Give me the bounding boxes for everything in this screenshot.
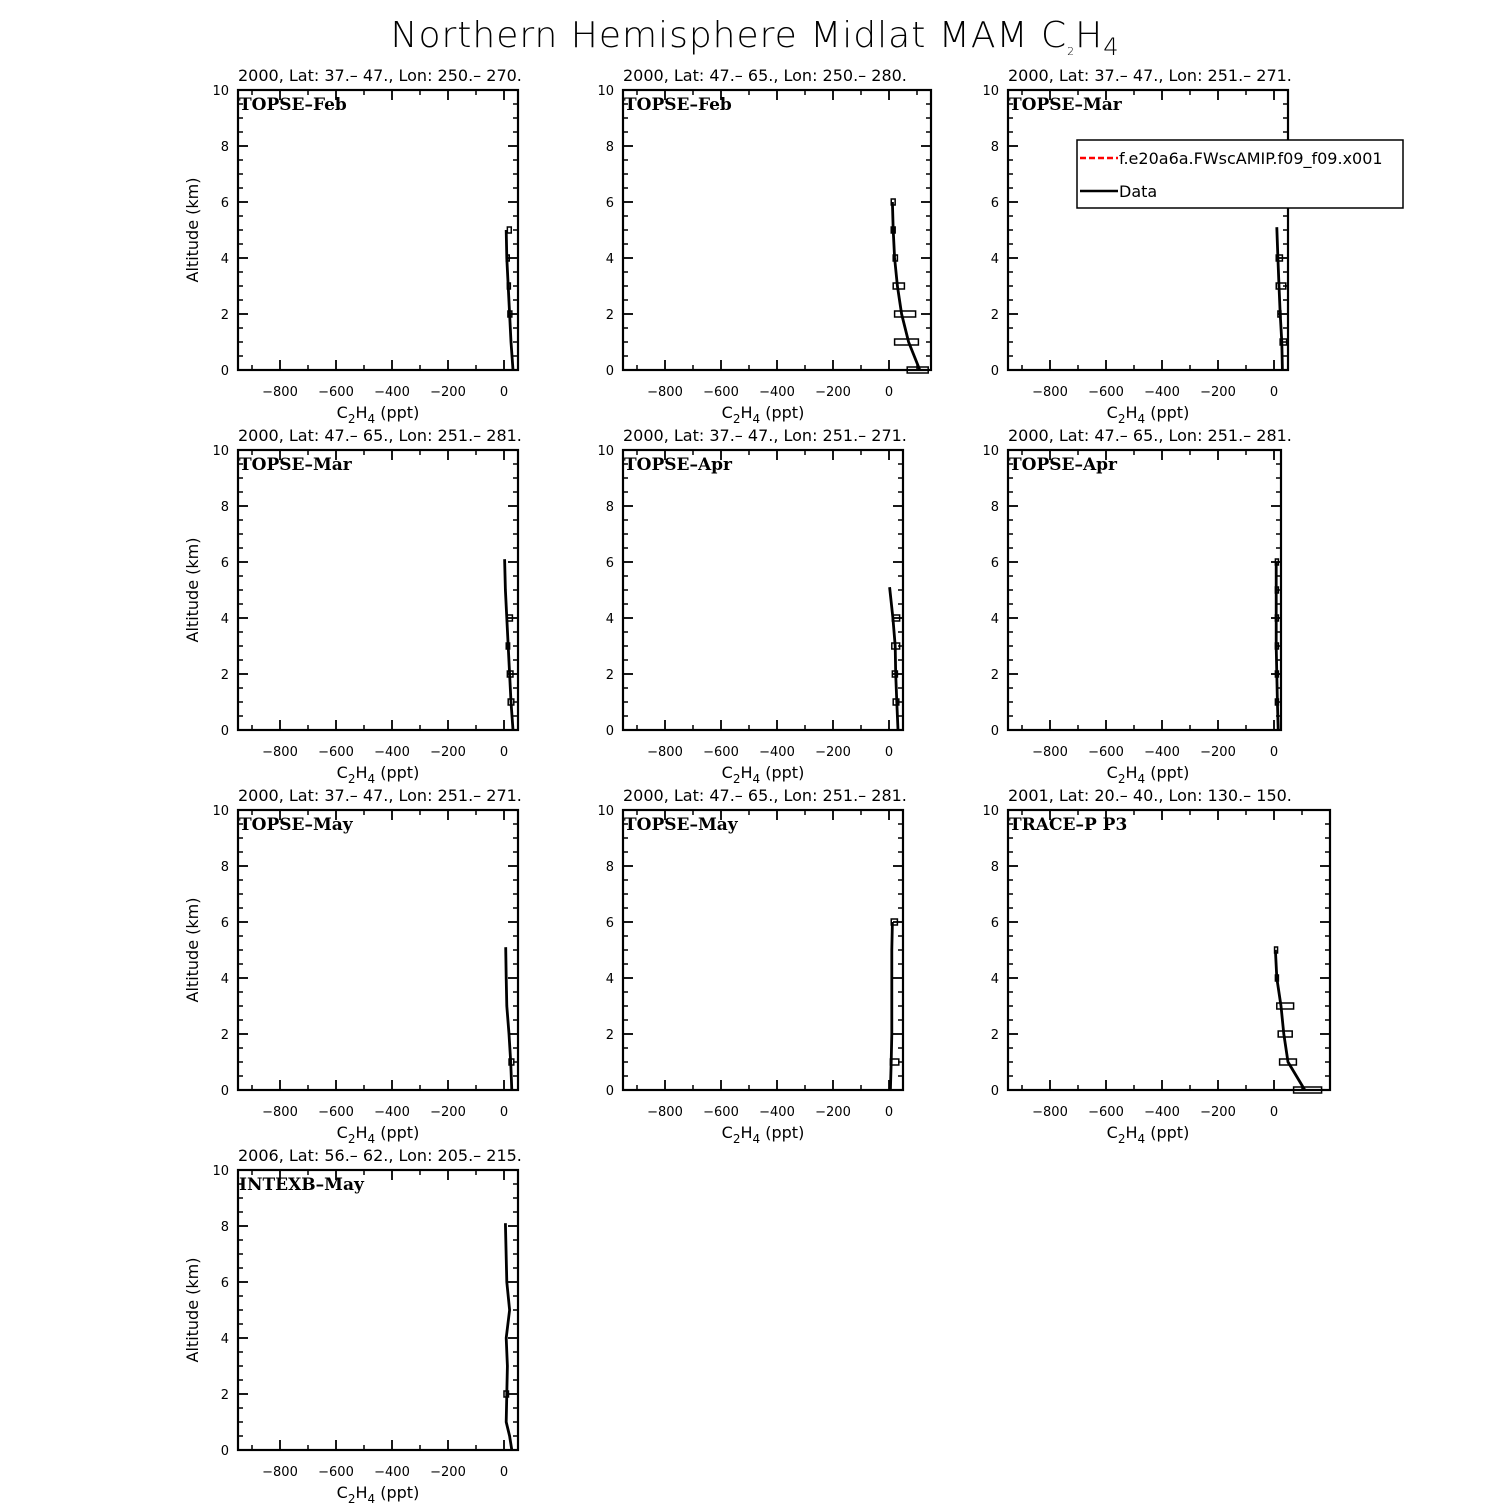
x-tick-label: −600	[318, 385, 354, 400]
legend	[1077, 140, 1403, 208]
y-tick-label: 8	[605, 860, 614, 875]
y-tick-label: 8	[605, 140, 614, 155]
y-tick-label: 0	[220, 1444, 229, 1459]
plot-frame	[1008, 810, 1330, 1090]
x-axis-label-part: 4	[1137, 1132, 1146, 1146]
y-tick-label: 10	[982, 804, 999, 819]
y-axis-label: Altitude (km)	[183, 897, 202, 1003]
y-tick-label: 6	[990, 556, 999, 571]
x-axis-label-part: 2	[732, 412, 741, 426]
x-axis-label-part: (ppt)	[375, 403, 420, 422]
y-axis-label: Altitude (km)	[183, 1257, 202, 1363]
x-tick-label: −600	[318, 745, 354, 760]
x-axis-label-part: H	[355, 763, 368, 782]
y-tick-label: 6	[605, 556, 614, 571]
x-tick-label: −400	[1144, 385, 1180, 400]
panel-title: 2000, Lat: 47.– 65., Lon: 250.– 280.	[623, 66, 907, 85]
x-axis-label-part: (ppt)	[375, 763, 420, 782]
x-axis-label	[337, 1123, 420, 1146]
panel-title: 2001, Lat: 20.– 40., Lon: 130.– 150.	[1008, 786, 1292, 805]
y-tick-label: 0	[605, 364, 614, 379]
y-tick-label: 4	[605, 612, 614, 627]
y-tick-label: 0	[990, 1084, 999, 1099]
x-tick-label: −200	[1200, 385, 1236, 400]
x-tick-label: −200	[1200, 1105, 1236, 1120]
x-axis-label-part: C	[721, 1123, 733, 1142]
x-axis-label-part: 2	[1117, 772, 1126, 786]
data-profile-line	[505, 1223, 511, 1450]
x-axis-label-part: 2	[347, 412, 356, 426]
x-tick-label: −400	[374, 1465, 410, 1480]
y-tick-label: 10	[597, 444, 614, 459]
x-tick-label: 0	[884, 745, 894, 760]
y-tick-label: 4	[990, 252, 999, 267]
x-axis-label-part: 4	[752, 772, 761, 786]
y-tick-label: 4	[605, 972, 614, 987]
y-tick-label: 2	[605, 308, 614, 323]
panel-title: 2000, Lat: 37.– 47., Lon: 250.– 270.	[238, 66, 522, 85]
y-tick-label: 2	[605, 1028, 614, 1043]
y-tick-label: 10	[597, 804, 614, 819]
data-range-box	[507, 227, 511, 233]
campaign-label: TOPSE–Feb	[239, 95, 347, 115]
panel-10	[183, 1146, 522, 1506]
x-tick-label: −800	[262, 745, 298, 760]
y-tick-label: 10	[212, 84, 229, 99]
y-axis-label: Altitude (km)	[183, 537, 202, 643]
x-tick-label: 0	[499, 1105, 509, 1120]
y-tick-label: 6	[605, 196, 614, 211]
x-axis-label-part: 4	[367, 1492, 376, 1506]
x-axis-label-part: 4	[752, 412, 761, 426]
data-profile-line	[506, 230, 513, 370]
x-tick-label: −600	[1088, 1105, 1124, 1120]
campaign-label: TRACE–P P3	[1009, 815, 1128, 835]
x-tick-label: −200	[430, 1465, 466, 1480]
y-tick-label: 6	[990, 916, 999, 931]
x-tick-label: −800	[262, 1465, 298, 1480]
x-tick-label: −200	[430, 385, 466, 400]
y-tick-label: 2	[220, 308, 229, 323]
y-tick-label: 2	[990, 308, 999, 323]
x-tick-label: −800	[647, 745, 683, 760]
x-tick-label: 0	[499, 385, 509, 400]
y-tick-label: 8	[220, 1220, 229, 1235]
campaign-label: TOPSE–Mar	[1009, 95, 1122, 115]
data-profile-line	[506, 947, 512, 1090]
x-tick-label: −600	[318, 1465, 354, 1480]
x-tick-label: 0	[1269, 385, 1279, 400]
plot-frame	[623, 90, 931, 370]
x-tick-label: −200	[430, 1105, 466, 1120]
x-tick-label: −200	[430, 745, 466, 760]
y-tick-label: 0	[990, 364, 999, 379]
x-axis-label-part: C	[1106, 763, 1118, 782]
panel-title: 2006, Lat: 56.– 62., Lon: 205.– 215.	[238, 1146, 522, 1165]
x-tick-label: 0	[884, 385, 894, 400]
y-tick-label: 8	[990, 500, 999, 515]
y-tick-label: 2	[990, 1028, 999, 1043]
plot-frame	[238, 810, 518, 1090]
x-tick-label: −600	[1088, 385, 1124, 400]
x-tick-label: 0	[1269, 1105, 1279, 1120]
x-axis-label-part: H	[740, 1123, 753, 1142]
x-tick-label: −800	[262, 385, 298, 400]
x-axis-label-part: C	[336, 403, 348, 422]
x-tick-label: −400	[759, 745, 795, 760]
x-axis-label-part: (ppt)	[1145, 763, 1190, 782]
figure-title: Northern Hemisphere Midlat MAM $C_2H_4$	[390, 15, 1120, 61]
y-tick-label: 10	[212, 1164, 229, 1179]
x-axis-label	[722, 403, 805, 426]
y-tick-label: 4	[220, 252, 229, 267]
plot-frame	[238, 450, 518, 730]
x-tick-label: 0	[499, 745, 509, 760]
x-axis-label-part: 4	[752, 1132, 761, 1146]
x-axis-label-part: (ppt)	[1145, 403, 1190, 422]
x-axis-label	[337, 403, 420, 426]
data-profile-line	[890, 922, 892, 1090]
y-tick-label: 6	[220, 556, 229, 571]
y-tick-label: 6	[220, 916, 229, 931]
y-tick-label: 10	[212, 804, 229, 819]
data-profile-line	[1277, 227, 1283, 370]
x-axis-label-part: 4	[367, 772, 376, 786]
data-range-box	[895, 339, 919, 345]
panel-8	[597, 786, 906, 1146]
x-axis-label	[722, 763, 805, 786]
x-tick-label: 0	[884, 1105, 894, 1120]
x-tick-label: −800	[1032, 1105, 1068, 1120]
x-axis-label-part: H	[1125, 763, 1138, 782]
x-tick-label: −400	[374, 745, 410, 760]
plot-frame	[238, 90, 518, 370]
y-tick-label: 6	[220, 196, 229, 211]
x-axis-label-part: H	[355, 1123, 368, 1142]
y-tick-label: 0	[605, 724, 614, 739]
y-tick-label: 0	[220, 1084, 229, 1099]
x-tick-label: −200	[1200, 745, 1236, 760]
y-tick-label: 2	[990, 668, 999, 683]
y-tick-label: 8	[220, 140, 229, 155]
y-tick-label: 4	[220, 1332, 229, 1347]
x-axis-label-part: H	[740, 763, 753, 782]
y-tick-label: 10	[597, 84, 614, 99]
y-tick-label: 10	[212, 444, 229, 459]
x-axis-label-part: H	[355, 403, 368, 422]
x-axis-label	[1107, 763, 1190, 786]
x-tick-label: −400	[1144, 745, 1180, 760]
campaign-label: TOPSE–May	[624, 815, 738, 835]
x-axis-label-part: H	[1125, 1123, 1138, 1142]
x-tick-label: 0	[499, 1465, 509, 1480]
x-axis-label-part: 2	[1117, 412, 1126, 426]
x-axis-label-part: 4	[367, 412, 376, 426]
x-tick-label: −600	[703, 745, 739, 760]
y-tick-label: 2	[220, 1388, 229, 1403]
panel-title: 2000, Lat: 47.– 65., Lon: 251.– 281.	[238, 426, 522, 445]
x-axis-label	[1107, 403, 1190, 426]
y-tick-label: 8	[220, 860, 229, 875]
x-tick-label: −600	[703, 1105, 739, 1120]
panel-3	[982, 66, 1291, 426]
y-tick-label: 0	[990, 724, 999, 739]
y-tick-label: 0	[220, 364, 229, 379]
data-profile-line	[890, 587, 898, 730]
x-tick-label: −200	[815, 745, 851, 760]
panel-2	[597, 66, 931, 426]
x-tick-label: −400	[1144, 1105, 1180, 1120]
x-axis-label-part: C	[336, 1123, 348, 1142]
panel-4	[183, 426, 522, 786]
campaign-label: INTEXB–May	[239, 1175, 364, 1195]
y-tick-label: 10	[982, 444, 999, 459]
y-tick-label: 4	[220, 612, 229, 627]
y-tick-label: 6	[990, 196, 999, 211]
x-tick-label: −800	[1032, 385, 1068, 400]
x-axis-label-part: C	[336, 1483, 348, 1502]
x-tick-label: 0	[1269, 745, 1279, 760]
x-axis-label-part: H	[355, 1483, 368, 1502]
panel-1	[183, 66, 522, 426]
x-axis-label-part: (ppt)	[375, 1483, 420, 1502]
x-tick-label: −200	[815, 1105, 851, 1120]
data-profile-line	[1275, 950, 1304, 1090]
x-axis-label-part: C	[1106, 403, 1118, 422]
x-axis-label-part: (ppt)	[760, 763, 805, 782]
legend-label: Data	[1119, 182, 1158, 201]
x-axis-label-part: H	[1125, 403, 1138, 422]
x-tick-label: −600	[1088, 745, 1124, 760]
y-tick-label: 4	[990, 612, 999, 627]
y-tick-label: 6	[220, 1276, 229, 1291]
y-tick-label: 8	[990, 140, 999, 155]
x-axis-label-part: 2	[347, 1132, 356, 1146]
campaign-label: TOPSE–Feb	[624, 95, 732, 115]
panel-title: 2000, Lat: 37.– 47., Lon: 251.– 271.	[623, 426, 907, 445]
plot-frame	[1008, 450, 1281, 730]
x-axis-label-part: H	[740, 403, 753, 422]
y-axis-label: Altitude (km)	[183, 177, 202, 283]
x-tick-label: −600	[703, 385, 739, 400]
x-axis-label-part: 2	[347, 772, 356, 786]
x-tick-label: −400	[374, 1105, 410, 1120]
data-range-box	[895, 311, 916, 317]
x-tick-label: −600	[318, 1105, 354, 1120]
x-tick-label: −400	[759, 1105, 795, 1120]
x-axis-label-part: (ppt)	[1145, 1123, 1190, 1142]
panel-title: 2000, Lat: 37.– 47., Lon: 251.– 271.	[238, 786, 522, 805]
panel-title: 2000, Lat: 37.– 47., Lon: 251.– 271.	[1008, 66, 1292, 85]
panel-7	[183, 786, 522, 1146]
x-axis-label-part: 4	[367, 1132, 376, 1146]
x-tick-label: −800	[1032, 745, 1068, 760]
x-axis-label-part: C	[1106, 1123, 1118, 1142]
y-tick-label: 4	[605, 252, 614, 267]
plot-frame	[1008, 90, 1288, 370]
x-tick-label: −800	[647, 385, 683, 400]
y-tick-label: 0	[220, 724, 229, 739]
panel-title: 2000, Lat: 47.– 65., Lon: 251.– 281.	[623, 786, 907, 805]
y-tick-label: 2	[605, 668, 614, 683]
x-axis-label-part: 2	[1117, 1132, 1126, 1146]
panel-5	[597, 426, 906, 786]
x-tick-label: −200	[815, 385, 851, 400]
x-axis-label-part: (ppt)	[375, 1123, 420, 1142]
plot-frame	[238, 1170, 518, 1450]
y-tick-label: 10	[982, 84, 999, 99]
x-tick-label: −800	[647, 1105, 683, 1120]
campaign-label: TOPSE–Mar	[239, 455, 352, 475]
panel-title: 2000, Lat: 47.– 65., Lon: 251.– 281.	[1008, 426, 1292, 445]
legend-label: f.e20a6a.FWscAMIP.f09_f09.x001	[1119, 149, 1383, 168]
y-tick-label: 2	[220, 668, 229, 683]
y-tick-label: 4	[990, 972, 999, 987]
campaign-label: TOPSE–Apr	[624, 455, 733, 475]
y-tick-label: 0	[605, 1084, 614, 1099]
y-tick-label: 8	[990, 860, 999, 875]
y-tick-label: 2	[220, 1028, 229, 1043]
x-axis-label	[1107, 1123, 1190, 1146]
x-tick-label: −400	[759, 385, 795, 400]
x-axis-label-part: 4	[1137, 412, 1146, 426]
y-tick-label: 8	[605, 500, 614, 515]
panel-9	[982, 786, 1330, 1146]
campaign-label: TOPSE–May	[239, 815, 353, 835]
campaign-label: TOPSE–Apr	[1009, 455, 1118, 475]
x-axis-label	[722, 1123, 805, 1146]
panel-6	[982, 426, 1291, 786]
y-tick-label: 4	[220, 972, 229, 987]
x-axis-label	[337, 763, 420, 786]
x-axis-label-part: C	[336, 763, 348, 782]
x-tick-label: −400	[374, 385, 410, 400]
x-axis-label-part: 2	[347, 1492, 356, 1506]
x-axis-label-part: 2	[732, 772, 741, 786]
y-tick-label: 8	[220, 500, 229, 515]
y-tick-label: 6	[605, 916, 614, 931]
plot-frame	[623, 810, 903, 1090]
x-axis-label-part: (ppt)	[760, 403, 805, 422]
x-axis-label-part: 4	[1137, 772, 1146, 786]
x-axis-label-part: C	[721, 763, 733, 782]
x-axis-label-part: C	[721, 403, 733, 422]
x-tick-label: −800	[262, 1105, 298, 1120]
plot-frame	[623, 450, 903, 730]
x-axis-label	[337, 1483, 420, 1506]
x-axis-label-part: 2	[732, 1132, 741, 1146]
x-axis-label-part: (ppt)	[760, 1123, 805, 1142]
